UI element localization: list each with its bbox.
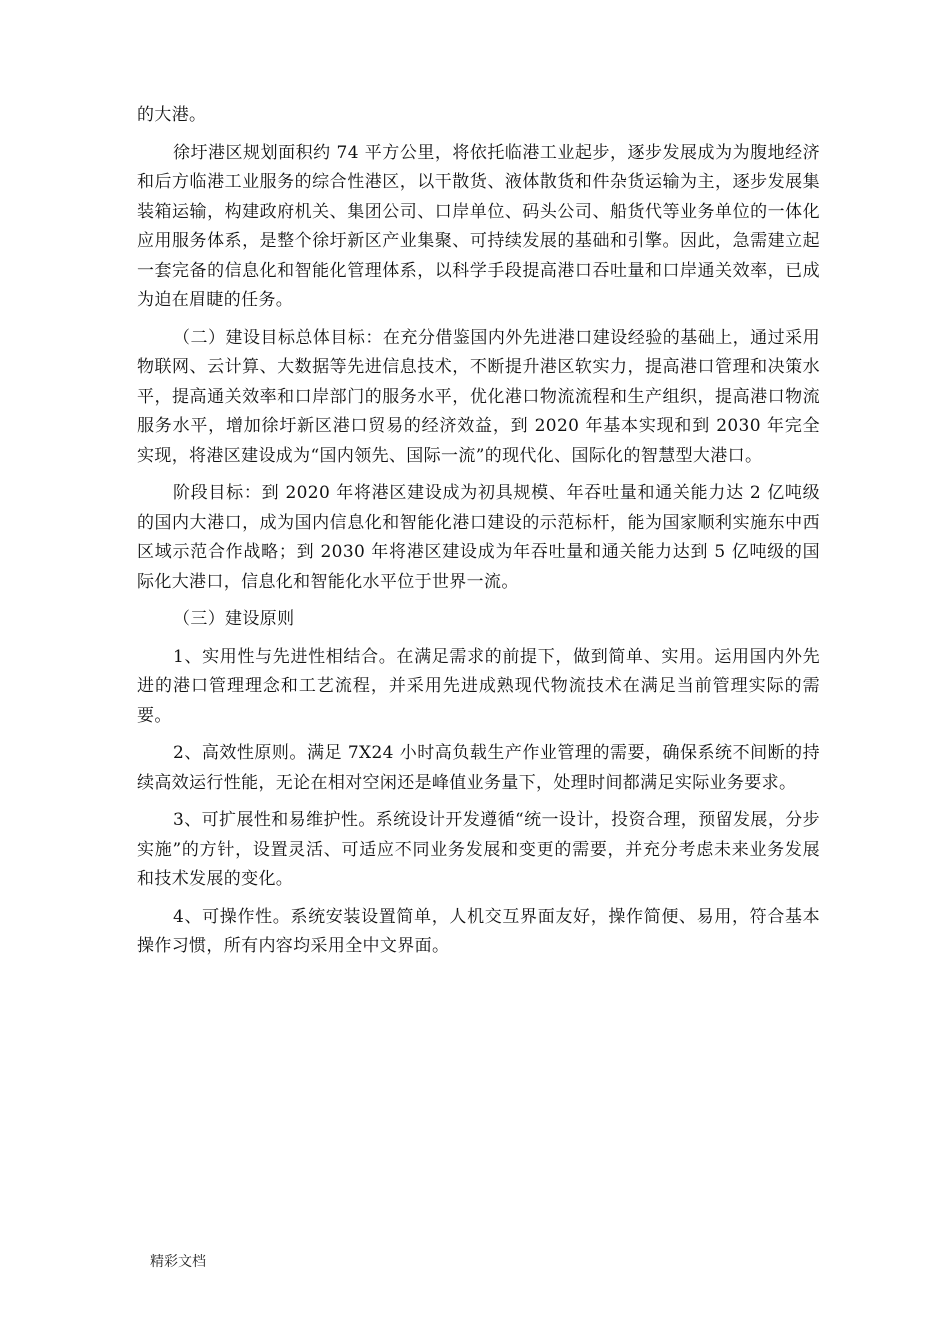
paragraph-xuwei-port-overview: 徐圩港区规划面积约 74 平方公里，将依托临港工业起步，逐步发展成为为腹地经济和后方临港工业服务的综合性港区，以干散货、液体散货和件杂货运输为主，逐步发展集装箱运输，构建政府机关、集团公司、口岸单位、码头公司、船货代等业务单位的一体化应用服务体系，是整个徐圩新区产业集聚、可持续发展的基础和引擎。因此，急需建立起一套完备的信息化和智能化管理体系，以科学手段提高港口吞吐量和口岸通关效率，已成为迫在眉睫的任务。 bbox=[137, 142, 820, 310]
paragraph-principle-4: 4、可操作性。系统安装设置简单，人机交互界面友好，操作简便、易用，符合基本操作习惯，所有内容均采用全中文界面。 bbox=[137, 906, 820, 956]
paragraph-overall-goal: （二）建设目标总体目标：在充分借鉴国内外先进港口建设经验的基础上，通过采用物联网、云计算、大数据等先进信息技术，不断提升港区软实力，提高港口管理和决策水平，提高通关效率和口岸部门的服务水平，优化港口物流流程和生产组织，提高港口物流服务水平，增加徐圩新区港口贸易的经济效益，到 2020 年基本实现和到 2030 年完全实现，将港区建设成为“国内领先、国际一流”的现代化、国际化的智慧型大港口。 bbox=[137, 327, 820, 466]
paragraph-continuation: 的大港。 bbox=[137, 105, 207, 125]
document-body bbox=[137, 101, 820, 962]
paragraph-principle-3: 3、可扩展性和易维护性。系统设计开发遵循“统一设计，投资合理，预留发展，分步实施”的方针，设置灵活、可适应不同业务发展和变更的需要，并充分考虑未来业务发展和技术发展的变化。 bbox=[137, 810, 820, 889]
paragraph-stage-goal: 阶段目标：到 2020 年将港区建设成为初具规模、年吞吐量和通关能力达 2 亿吨级的国内大港口，成为国内信息化和智能化港口建设的示范标杆，能为国家顺利实施东中西区域示范合作战略；到 2030 年将港区建设成为年吞吐量和通关能力达到 5 亿吨级的国际化大港口，信息化和智能化水平位于世界一流。 bbox=[137, 483, 820, 592]
section-heading-principles: （三）建设原则 bbox=[173, 609, 295, 629]
paragraph-principle-1: 1、实用性与先进性相结合。在满足需求的前提下，做到简单、实用。运用国内外先进的港口管理理念和工艺流程，并采用先进成熟现代物流技术在满足当前管理实际的需要。 bbox=[137, 646, 820, 726]
paragraph-principle-2: 2、高效性原则。满足 7X24 小时高负载生产作业管理的需要，确保系统不间断的持续高效运行性能，无论在相对空闲还是峰值业务量下，处理时间都满足实际业务要求。 bbox=[137, 743, 820, 793]
page-footer-label: 精彩文档 bbox=[150, 1254, 206, 1270]
